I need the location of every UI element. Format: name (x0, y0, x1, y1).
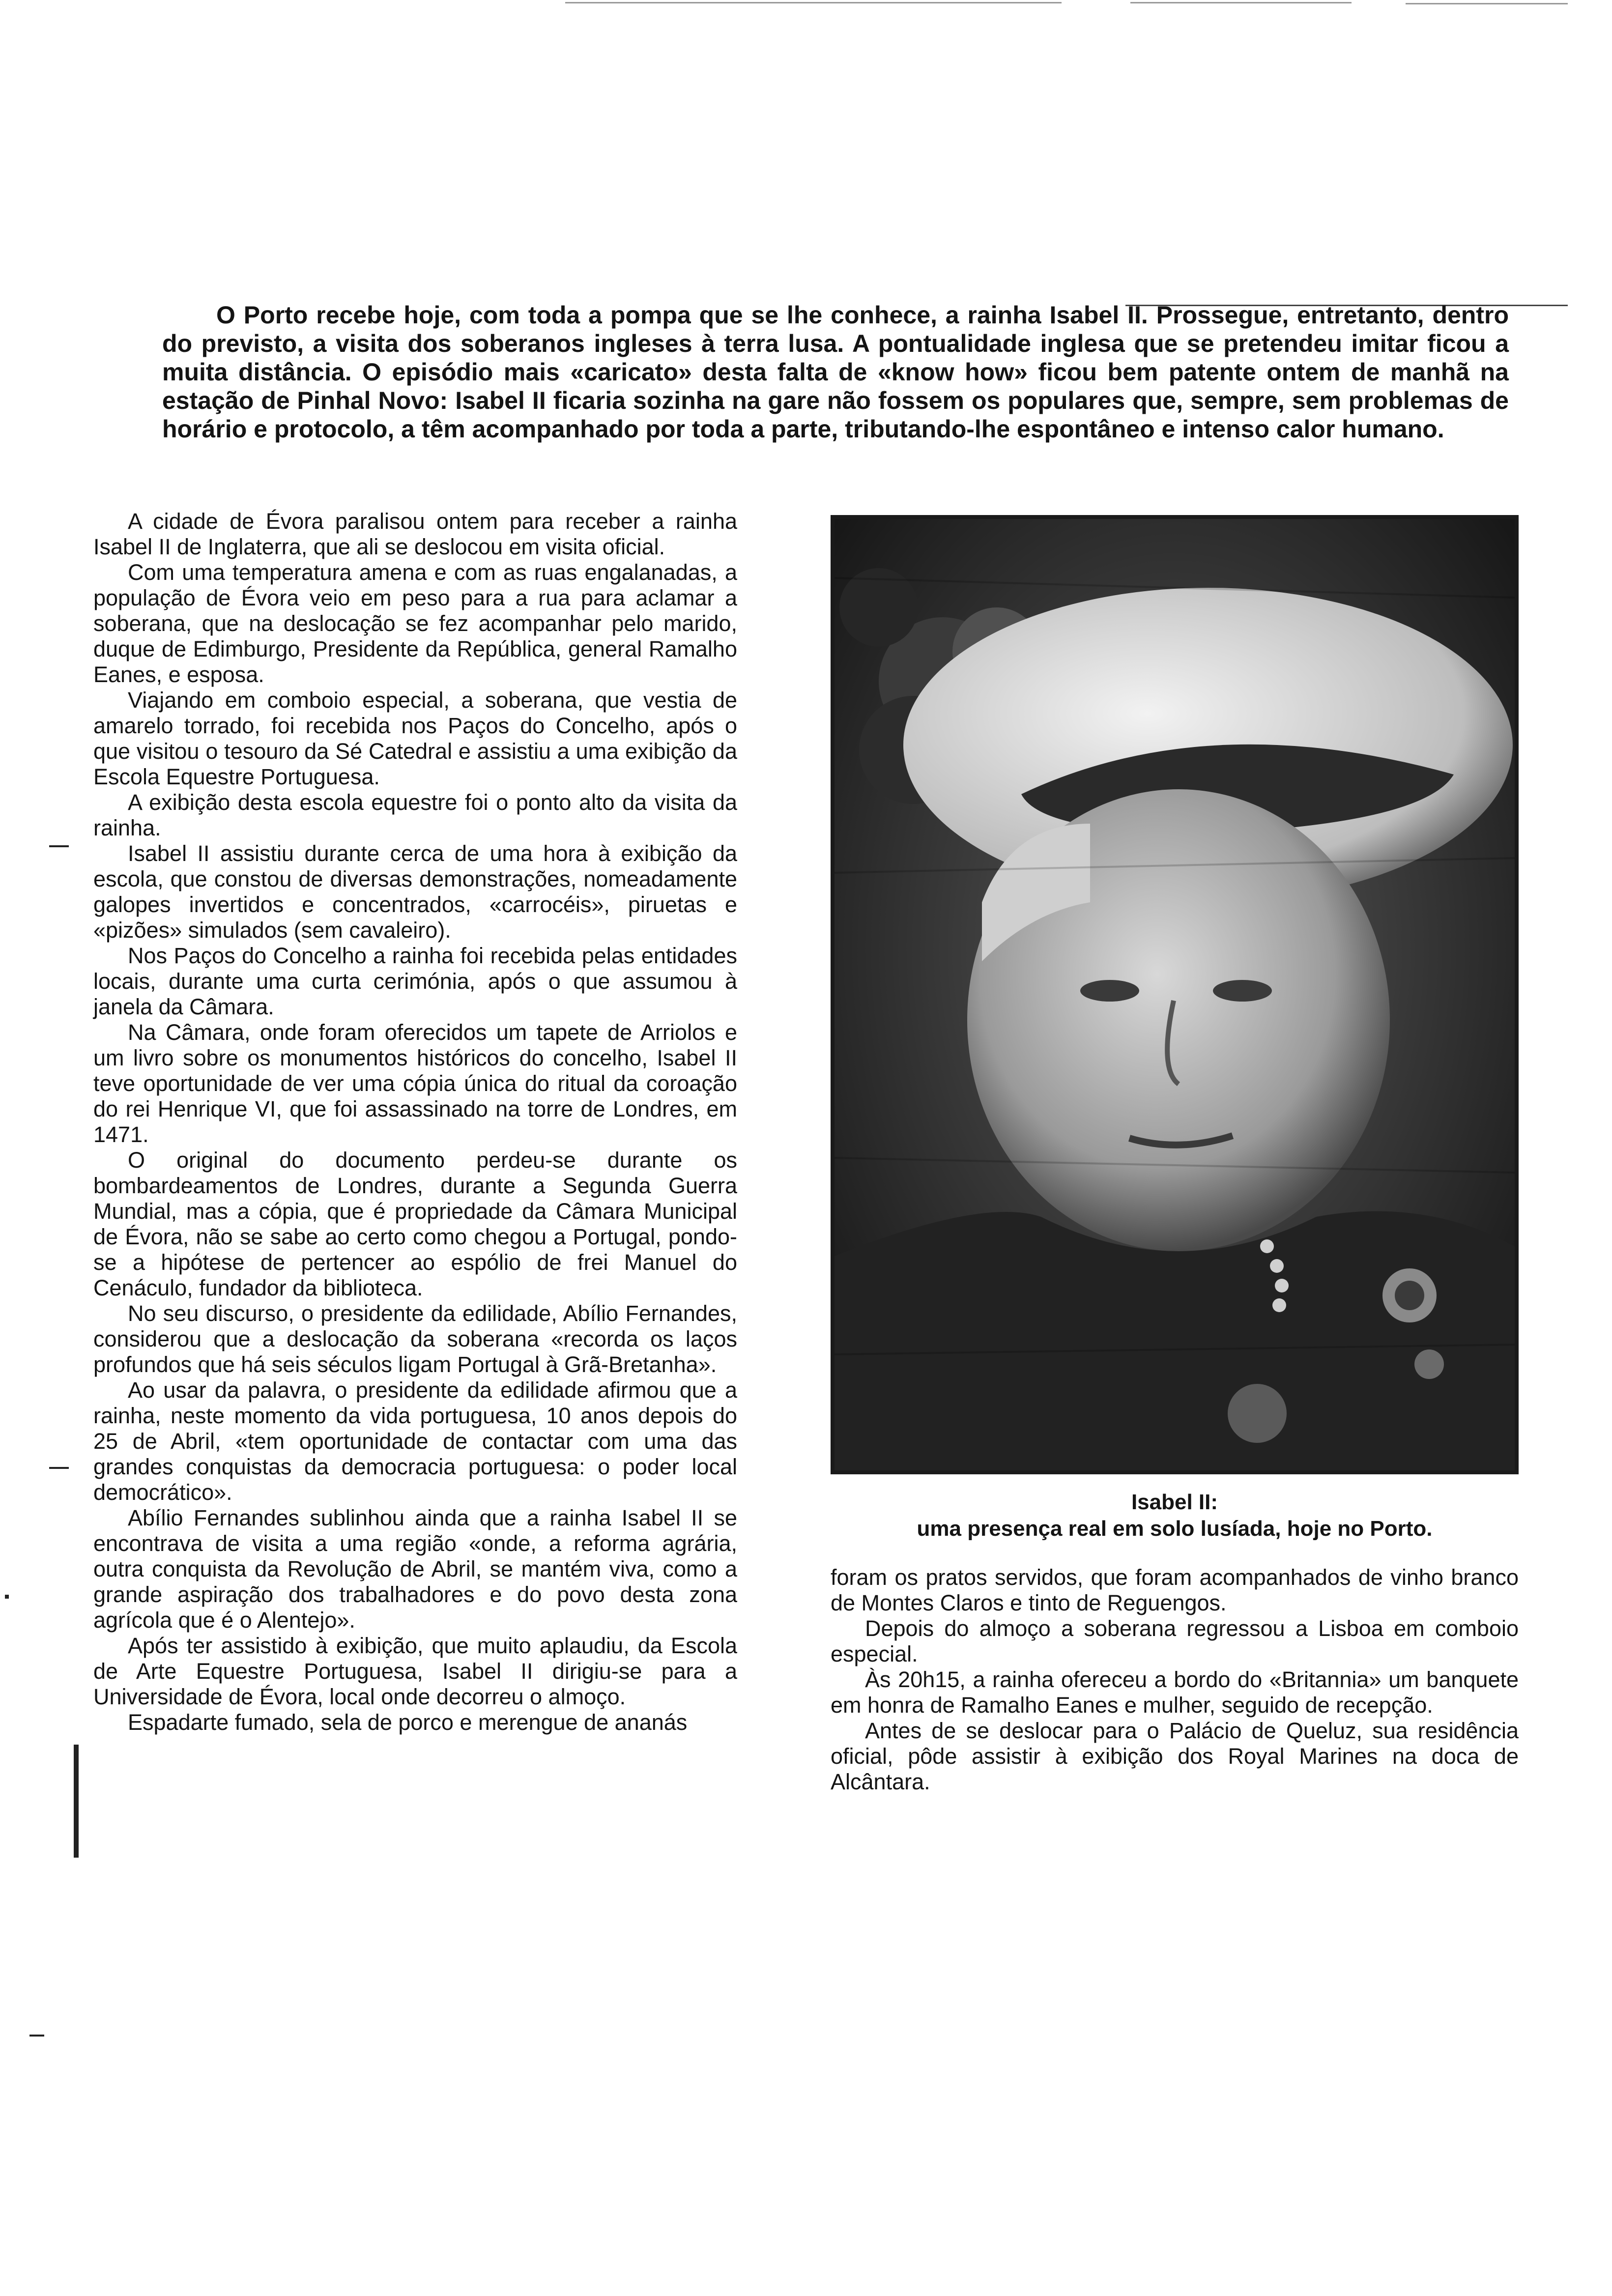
scan-edge-line (1130, 2, 1352, 3)
margin-mark (74, 1745, 79, 1858)
paragraph: Com uma temperatura amena e com as ruas engalanadas, a população de Évora veio em peso para a rua para aclamar a soberana, que na deslocação se fez acompanhar pelo marido, duque de Edimburgo, Presidente da República, general Ramalho Eanes, e esposa. (93, 560, 737, 687)
paragraph: A cidade de Évora paralisou ontem para receber a rainha Isabel II de Inglaterra, que ali se deslocou em visita oficial. (93, 509, 737, 559)
margin-mark (49, 845, 69, 847)
paragraph: Ao usar da palavra, o presidente da edilidade afirmou que a rainha, neste momento da vida portuguesa, 10 anos depois do 25 de Abril, «tem oportunidade de contactar com uma das grandes conquistas da democracia portuguesa: o poder local democrático». (93, 1378, 737, 1505)
paragraph: Na Câmara, onde foram oferecidos um tapete de Arriolos e um livro sobre os monumentos históricos do concelho, Isabel II teve oportunidade de ver uma cópia única do ritual da coroação do rei Henrique VI, que foi assassinado na torre de Londres, em 1471. (93, 1020, 737, 1147)
margin-mark (5, 1595, 9, 1599)
paragraph: O original do documento perdeu-se durante os bombardeamentos de Londres, durante a Segunda Guerra Mundial, mas a cópia, que é propriedade da Câmara Municipal de Évora, não se sabe ao certo como chegou a Portugal, pondo-se a hipótese de pertencer ao espólio de frei Manuel do Cenáculo, fundador da biblioteca. (93, 1148, 737, 1300)
paragraph: Antes de se deslocar para o Palácio de Queluz, sua residência oficial, pôde assistir à exibição dos Royal Marines na doca de Alcântara. (831, 1718, 1519, 1794)
paragraph: foram os pratos servidos, que foram acompanhados de vinho branco de Montes Claros e tinto de Reguengos. (831, 1565, 1519, 1615)
queen-portrait-illustration (835, 519, 1515, 1470)
paragraph: Abílio Fernandes sublinhou ainda que a rainha Isabel II se encontrava de visita a uma região «onde, a reforma agrária, outra conquista da Revolução de Abril, se mantém viva, como a grande aspiração dos trabalhadores e do povo desta zona agrícola que é o Alentejo». (93, 1505, 737, 1633)
paragraph: Após ter assistido à exibição, que muito aplaudiu, da Escola de Arte Equestre Portuguesa, Isabel II dirigiu-se para a Universidade de Évora, local onde decorreu o almoço. (93, 1633, 737, 1709)
caption-title: Isabel II: (1131, 1490, 1218, 1514)
caption-subtitle: uma presença real em solo lusíada, hoje no Porto. (917, 1517, 1433, 1541)
paragraph: Depois do almoço a soberana regressou a Lisboa em comboio especial. (831, 1616, 1519, 1666)
paragraph: Nos Paços do Concelho a rainha foi recebida pelas entidades locais, durante uma curta cerimónia, após o que assumou à janela da Câmara. (93, 943, 737, 1019)
margin-mark (29, 2035, 44, 2037)
paragraph: No seu discurso, o presidente da edilidade, Abílio Fernandes, considerou que a deslocação da soberana «recorda os laços profundos que há seis séculos ligam Portugal à Grã-Bretanha». (93, 1301, 737, 1377)
article-right-column (831, 1565, 1519, 1795)
paragraph: Viajando em comboio especial, a soberana, que vestia de amarelo torrado, foi recebida nos Paços do Concelho, após o que visitou o tesouro da Sé Catedral e assistiu a uma exibição da Escola Equestre Portuguesa. (93, 688, 737, 789)
paragraph: Espadarte fumado, sela de porco e merengue de ananás (128, 1710, 688, 1735)
queen-photo (831, 515, 1519, 1474)
margin-mark (49, 1467, 69, 1469)
photo-caption (831, 1489, 1519, 1542)
article-left-column (93, 509, 737, 1735)
coat-button (1228, 1384, 1287, 1443)
scan-edge-line (1406, 3, 1568, 4)
paragraph: A exibição desta escola equestre foi o ponto alto da visita da rainha. (93, 790, 737, 840)
paragraph: Às 20h15, a rainha ofereceu a bordo do «Britannia» um banquete em honra de Ramalho Eanes e mulher, seguido de recepção. (831, 1667, 1519, 1718)
paragraph: Isabel II assistiu durante cerca de uma hora à exibição da escola, que constou de diversas demonstrações, nomeadamente galopes invertidos e concentrados, «carrocéis», piruetas e «pizões» simulados (sem cavaleiro). (93, 841, 737, 943)
article-lead: O Porto recebe hoje, com toda a pompa que se lhe conhece, a rainha Isabel II. Prossegue, entretanto, dentro do previsto, a visita dos soberanos ingleses à terra lusa. A pontualidade inglesa que se pretendeu imitar ficou a muita distância. O episódio mais «caricato» desta falta de «know how» ficou bem patente ontem de manhã na estação de Pinhal Novo: Isabel II ficaria sozinha na gare não fossem os populares que, sempre, sem problemas de horário e protocolo, a têm acompanhado por toda a parte, tributando-lhe espontâneo e intenso calor humano. (162, 301, 1509, 443)
scan-edge-line (565, 2, 1062, 3)
